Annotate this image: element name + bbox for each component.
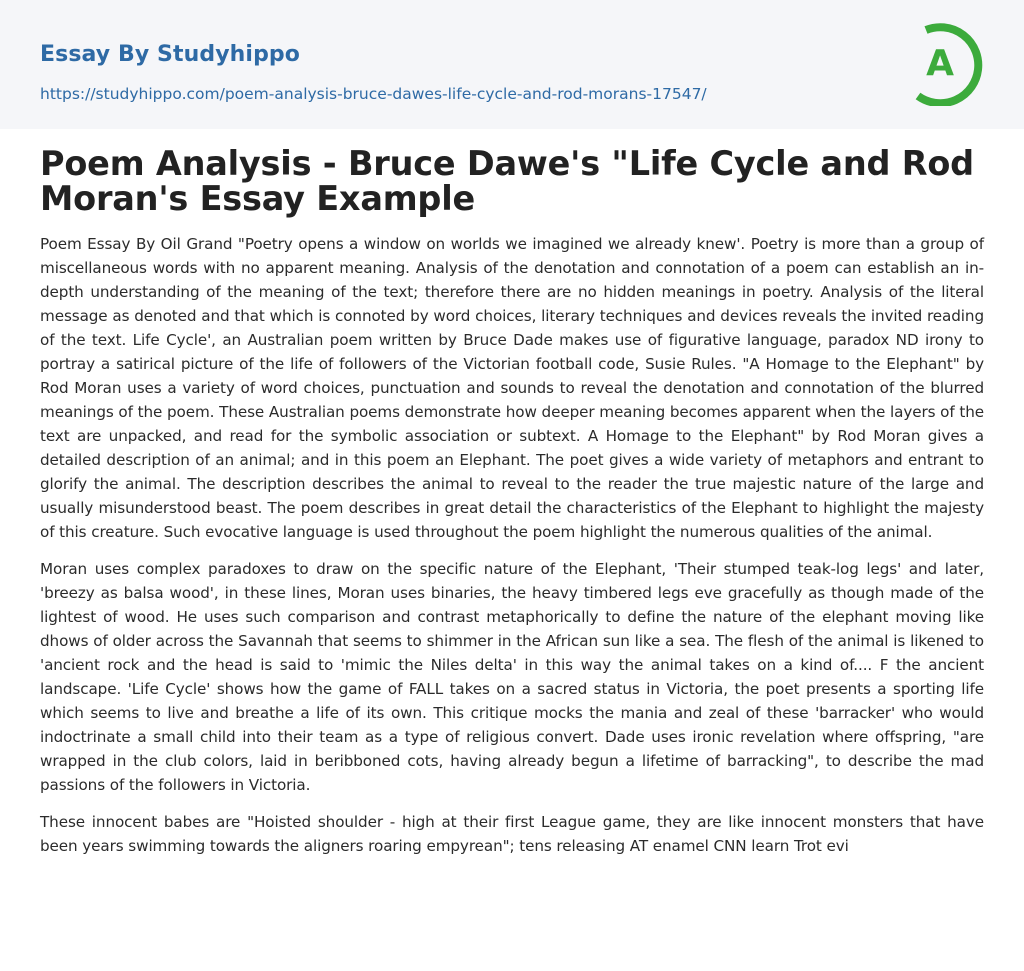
site-name[interactable]: Essay By Studyhippo [40,42,300,67]
site-header [0,0,1024,129]
source-url-link[interactable]: https://studyhippo.com/poem-analysis-bruce-dawes-life-cycle-and-rod-morans-17547/ [40,85,707,103]
article [40,146,984,858]
studyhippo-logo-icon[interactable] [908,18,988,106]
logo-letter: A [926,43,954,84]
article-paragraph: These innocent babes are "Hoisted shoulder - high at their first League game, they are like innocent monsters that have been years swimming towards the aligners roaring empyrean"; tens releasing AT enamel CNN learn Trot evi [40,813,984,855]
article-paragraph: Moran uses complex paradoxes to draw on the specific nature of the Elephant, 'Their stumped teak-log legs' and later, 'breezy as balsa wood', in these lines, Moran uses binaries, the heavy timbered legs eve gracefully as though made of the lightest of wood. He uses such comparison and contrast metaphorically to define the nature of the elephant moving like dhows of older across the Savannah that seems to shimmer in the African sun like a sea. The flesh of the animal is likened to 'ancient rock and the head is said to 'mimic the Niles delta' in this way the animal takes on a kind of.... F the ancient landscape. 'Life Cycle' shows how the game of FALL takes on a sacred status in Victoria, the poet presents a sporting life which seems to live and breathe a life of its own. This critique mocks the mania and zeal of these 'barracker' who would indoctrinate a small child into their team as a type of religious convert. Dade uses ironic revelation where offspring, "are wrapped in the club colors, laid in beribboned cots, having already begun a lifetime of barracking", to describe the mad passions of the followers in Victoria. [40,560,984,794]
article-title: Poem Analysis - Bruce Dawe's "Life Cycle and Rod Moran's Essay Example [40,144,974,218]
article-paragraph: Poem Essay By Oil Grand "Poetry opens a window on worlds we imagined we already knew'. Poetry is more than a group of miscellaneous words with no apparent meaning. Analysis of the denotation and connotation of a poem can establish an in-depth understanding of the meaning of the text; therefore there are no hidden meanings in poetry. Analysis of the literal message as denoted and that which is connoted by word choices, literary techniques and devices reveals the invited reading of the text. Life Cycle', an Australian poem written by Bruce Dade makes use of figurative language, paradox ND irony to portray a satirical picture of the life of followers of the Victorian football code, Susie Rules. "A Homage to the Elephant" by Rod Moran uses a variety of word choices, punctuation and sounds to reveal the denotation and connotation of the blurred meanings of the poem. These Australian poems demonstrate how deeper meaning becomes apparent when the layers of the text are unpacked, and read for the symbolic association or subtext. A Homage to the Elephant" by Rod Moran gives a detailed description of an animal; and in this poem an Elephant. The poet gives a wide variety of metaphors and entrant to glorify the animal. The description describes the animal to reveal to the reader the true majestic nature of the large and usually misunderstood beast. The poem describes in great detail the characteristics of the Elephant to highlight the majesty of this creature. Such evocative language is used throughout the poem highlight the numerous qualities of the animal. [40,235,984,541]
